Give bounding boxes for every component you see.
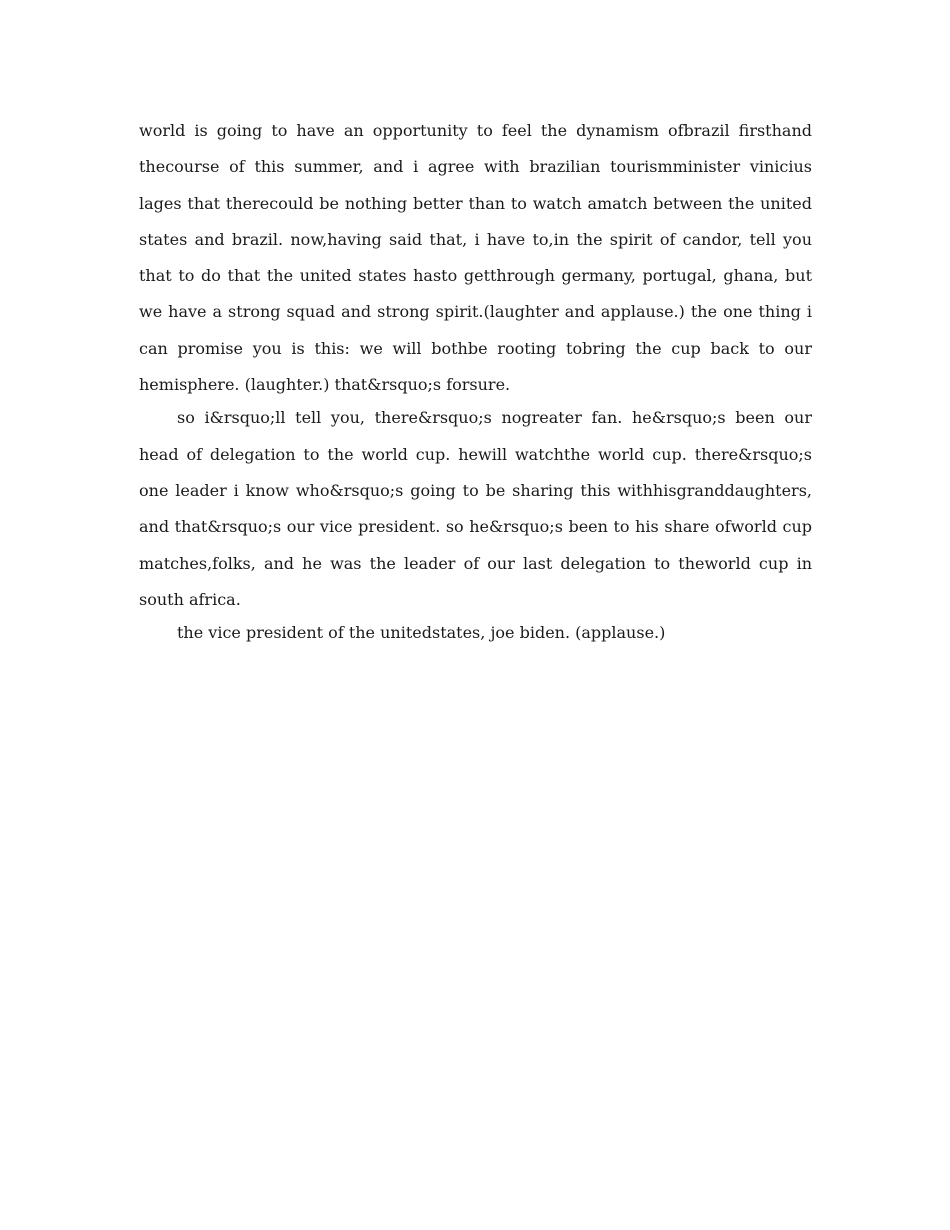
paragraph-3: the vice president of the unitedstates, joe biden. (applause.)	[177, 623, 666, 643]
paragraph-2: so i&rsquo;ll tell you, there&rsquo;s nogreater fan. he&rsquo;s been our head of delegation to the world cup. hewill watchthe world cup. there&rsquo;s one leader i know who&rsquo;s going to be sharing this withhisgranddaughters, and that&rsquo;s our vice president. so he&rsquo;s been to his share ofworld cup matches,folks, and he was the leader of our last delegation to theworld cup in south africa.	[139, 408, 812, 609]
document-body	[139, 113, 812, 651]
paragraph-1: world is going to have an opportunity to feel the dynamism ofbrazil firsthand thecourse of this summer, and i agree with brazilian tourismminister vinicius lages that therecould be nothing better than to watch amatch between the united states and brazil. now,having said that, i have to,in the spirit of candor, tell you that to do that the united states hasto getthrough germany, portugal, ghana, but we have a strong squad and strong spirit.(laughter and applause.) the one thing i can promise you is this: we will bothbe rooting tobring the cup back to our hemisphere. (laughter.) that&rsquo;s forsure.	[139, 121, 812, 395]
